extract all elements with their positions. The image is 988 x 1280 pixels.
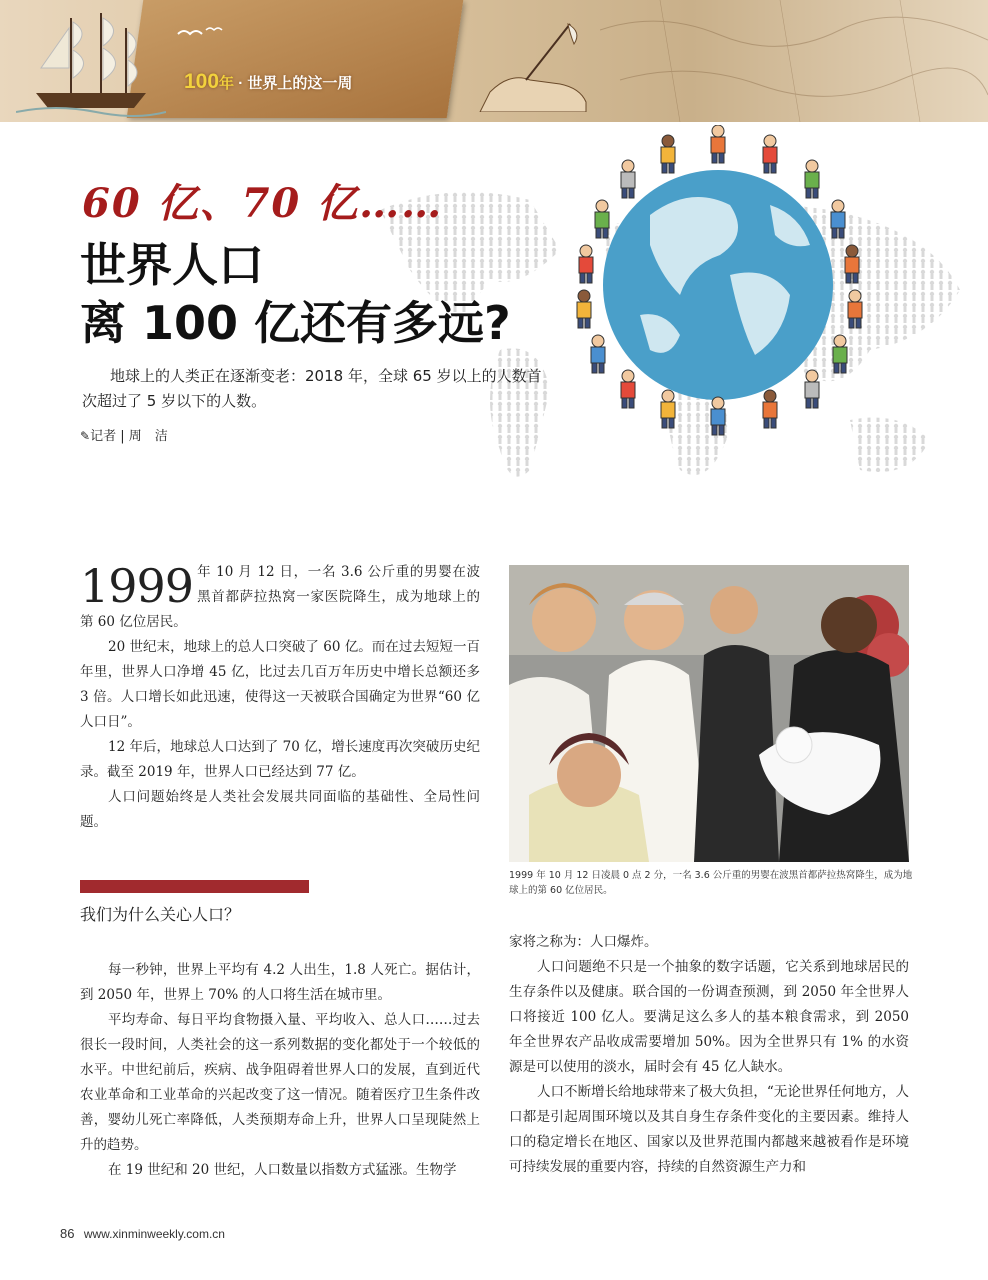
paragraph: 每一秒钟，世界上平均有 4.2 人出生，1.8 人死亡。据估计，到 2050 年，世界上 70% 的人口将生活在城市里。 [80,962,480,1003]
website-link[interactable]: www.xinminweekly.com.cn [83,1227,225,1241]
paper-sheet-decoration [127,0,464,118]
series-year-suffix: 年 [219,75,235,92]
article-lede: 地球上的人类正在逐渐变老：2018 年，全球 65 岁以上的人数首次超过了 5 岁以下的人数。 [82,367,542,410]
paragraph: 在 19 世纪和 20 世纪，人口数量以指数方式猛涨。生物学 [108,1162,457,1178]
title-line-1: 世界人口 [80,238,264,292]
paragraph: 平均寿命、每日平均食物摄入量、平均收入、总人口……过去很长一段时间，人类社会的这一系列数据的变化都处于一个较低的水平。中世纪前后，疾病、战争阻碍着世界人口的发展，直到近代农业革命和工业革命的兴起改变了这一情况。随着医疗卫生条件改善，婴幼儿死亡率降低，人类预期寿命上升，世界人口呈现陡然上升的趋势。 [80,1012,480,1153]
globe-with-people-icon [540,125,900,445]
series-name: · 世界上的这一周 [238,75,353,92]
byline-text: 记者 | 周 洁 [90,429,168,444]
map-background-icon [600,0,988,122]
pen-icon: ✎ [80,429,91,443]
byline [80,425,168,444]
paragraph: 人口问题绝不只是一个抽象的数字话题，它关系到地球居民的生存条件以及健康。联合国的一份调查预测，到 2050 年全世界人口将接近 100 亿人。要满足这么多人的基本粮食需求，到 2050 年全世界农产品收成需要增加 50%。因为全世界只有 1% 的水资源是可以使用的淡水，届时会有 45 亿人缺水。 [509,959,909,1075]
title-line-2: 离 100 亿还有多远? [80,296,511,350]
paragraph: 12 年后，地球总人口达到了 70 亿，增长速度再次突破历史纪录。截至 2019 年，世界人口已经达到 77 亿。 [80,739,480,780]
paragraph: 人口问题始终是人类社会发展共同面临的基础性、全局性问题。 [80,789,480,830]
dropcap: 1999 [80,559,194,613]
paragraph: 20 世纪末，地球上的总人口突破了 60 亿。而在过去短短一百年里，世界人口净增 45 亿，比过去几百万年历史中增长总额还多 3 倍。人口增长如此迅速，使得这一天被联合国确定为世界“60 亿人口日”。 [80,639,480,730]
paragraph [80,560,480,635]
article-title [80,236,511,352]
body-column-1-lower [80,958,480,1183]
masthead-banner [0,0,988,122]
section-heading: 我们为什么关心人口？ [80,905,241,924]
article-kicker: 60 亿、70 亿…… [82,180,444,227]
paragraph-text: 年 10 月 12 日，一名 3.6 公斤重的男婴在波黑首都萨拉热窝一家医院降生，成为地球上的第 60 亿位居民。 [80,564,480,630]
seagull-icon [176,24,226,44]
body-column-2 [509,930,909,1180]
sailing-ship-icon [16,8,166,118]
body-column-1 [80,560,480,835]
hand-with-quill-icon [470,22,590,112]
series-label [184,70,352,94]
photo-caption: 1999 年 10 月 12 日凌晨 0 点 2 分，一名 3.6 公斤重的男婴在波黑首都萨拉热窝降生，成为地球上的第 60 亿位居民。 [509,870,913,896]
news-photo [509,565,909,862]
paragraph: 人口不断增长给地球带来了极大负担，“无论世界任何地方，人口都是引起周围环境以及其自身生存条件变化的主要因素。维持人口的稳定增长在地区、国家以及世界范围内都越来越被看作是环境可持续发展的重要内容，持续的自然资源生产力和 [509,1084,909,1175]
section-divider-bar [80,880,309,893]
page-number: 86 [60,1226,75,1241]
series-year: 100 [184,70,220,93]
paragraph: 家将之称为：人口爆炸。 [509,934,658,950]
page-footer [60,1226,225,1241]
